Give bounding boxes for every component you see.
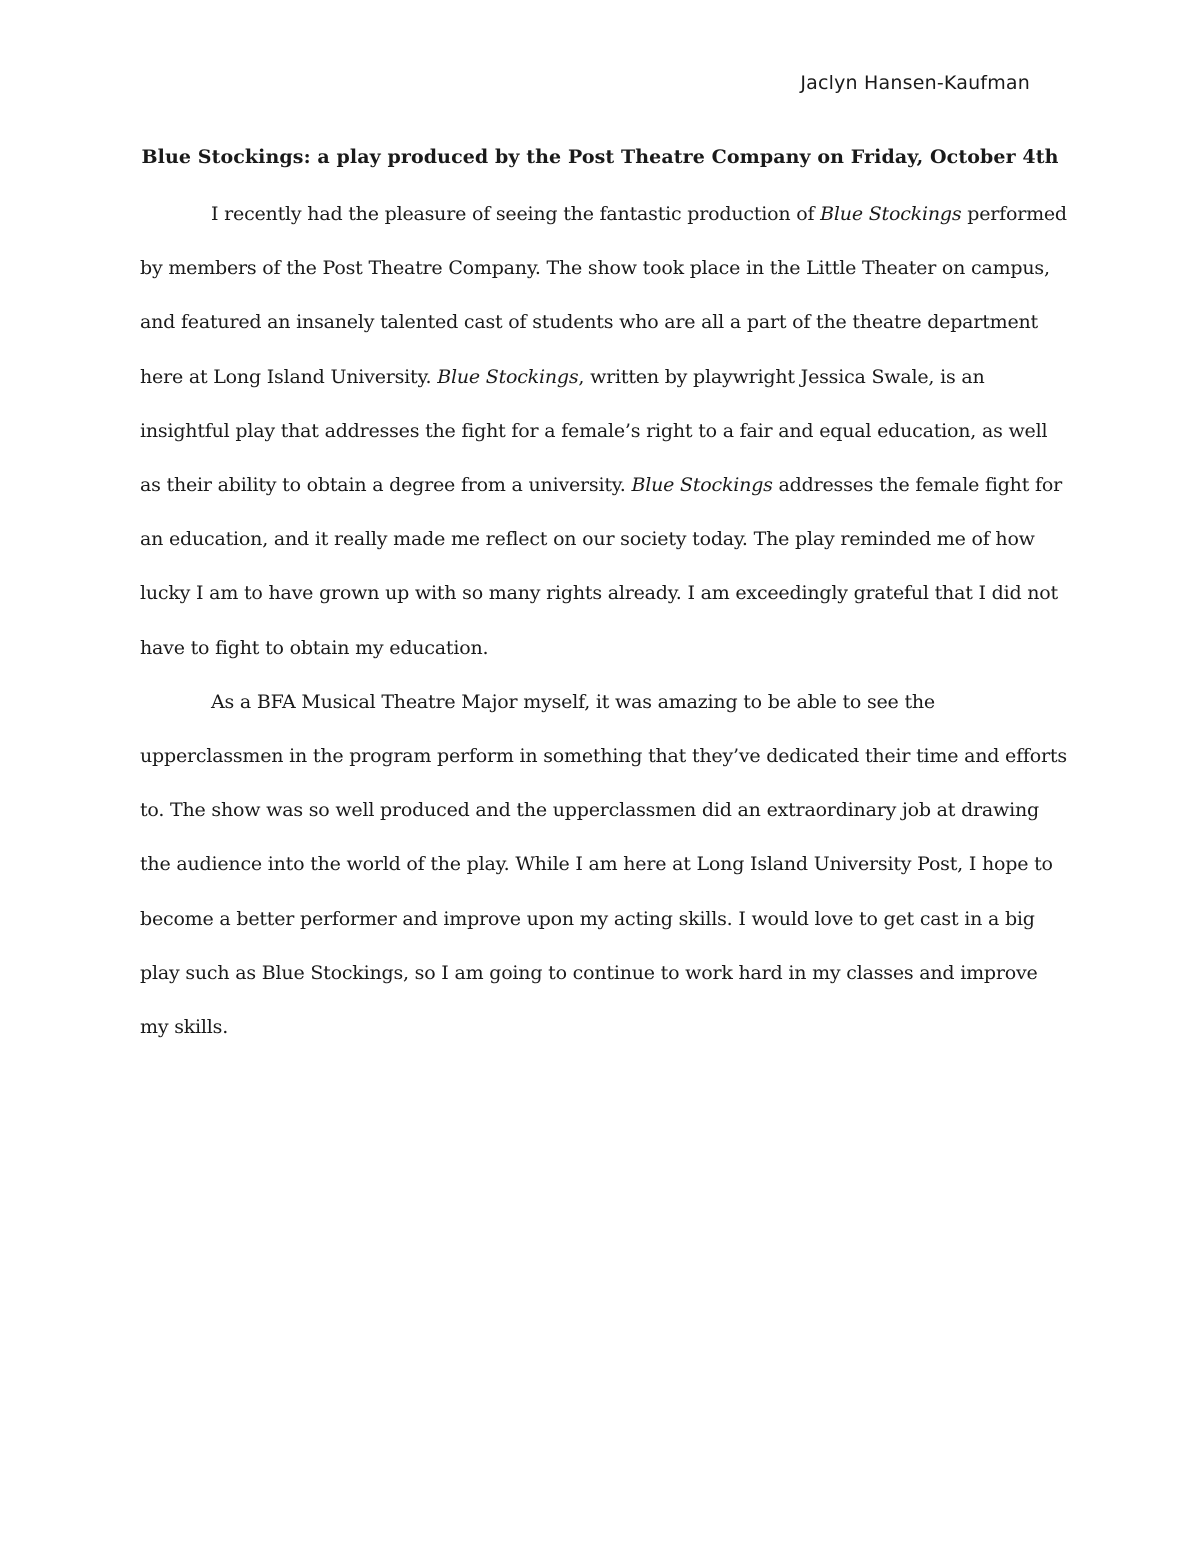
text-span: upperclassmen in the program perform in something that they’ve dedicated their time and efforts xyxy=(140,745,1067,767)
text-span: I recently had the pleasure of seeing the fantastic production of xyxy=(211,203,821,225)
text-line xyxy=(140,308,1100,336)
text-span: as their ability to obtain a degree from a university. xyxy=(140,474,632,496)
text-span: , written by playwright Jessica Swale, is an xyxy=(578,365,985,388)
text-line xyxy=(140,363,1100,391)
text-span: lucky I am to have grown up with so many rights already. I am exceedingly grateful that I did not xyxy=(140,582,1058,605)
text-line xyxy=(211,688,1171,716)
text-span: play such as Blue Stockings, so I am going to continue to work hard in my classes and improve xyxy=(140,961,1038,984)
text-line xyxy=(140,254,1100,282)
document-title: Blue Stockings: a play produced by the Post Theatre Company on Friday, October 4th xyxy=(141,146,1059,168)
text-span: have to fight to obtain my education. xyxy=(140,636,489,659)
text-span: become a better performer and improve upon my acting skills. I would love to get cast in a big xyxy=(140,907,1035,930)
text-span: addresses the female fight for xyxy=(772,474,1062,496)
text-line xyxy=(140,471,1100,499)
text-span: and featured an insanely talented cast of students who are all a part of the theatre department xyxy=(140,311,1038,334)
italic-title-text: Blue Stockings xyxy=(437,365,579,388)
text-line xyxy=(140,959,1100,987)
text-line xyxy=(140,905,1100,933)
text-line xyxy=(140,796,1100,824)
text-line xyxy=(140,1013,1100,1041)
italic-title-text: Blue Stockings xyxy=(631,474,773,496)
text-span: here at Long Island University. xyxy=(140,365,438,388)
text-line xyxy=(211,200,1171,228)
text-span: by members of the Post Theatre Company. The show took place in the Little Theater on campus, xyxy=(140,257,1050,280)
text-line xyxy=(140,525,1100,553)
italic-title-text: Blue Stockings xyxy=(820,203,962,225)
text-line xyxy=(140,634,1100,662)
text-span: my skills. xyxy=(140,1016,229,1038)
author-header: Jaclyn Hansen-Kaufman xyxy=(800,72,1030,94)
text-span: performed xyxy=(961,203,1067,225)
text-span: to. The show was so well produced and the upperclassmen did an extraordinary job at drawing xyxy=(140,799,1039,822)
text-span: an education, and it really made me reflect on our society today. The play reminded me of how xyxy=(140,528,1035,551)
text-line xyxy=(140,850,1100,878)
text-span: As a BFA Musical Theatre Major myself, it was amazing to be able to see the xyxy=(211,690,935,713)
text-line xyxy=(140,417,1100,445)
text-span: insightful play that addresses the fight for a female’s right to a fair and equal education, as well xyxy=(140,419,1048,442)
text-line xyxy=(140,742,1100,770)
text-line xyxy=(140,579,1100,607)
text-span: the audience into the world of the play. While I am here at Long Island University Post, I hope to xyxy=(140,853,1053,876)
